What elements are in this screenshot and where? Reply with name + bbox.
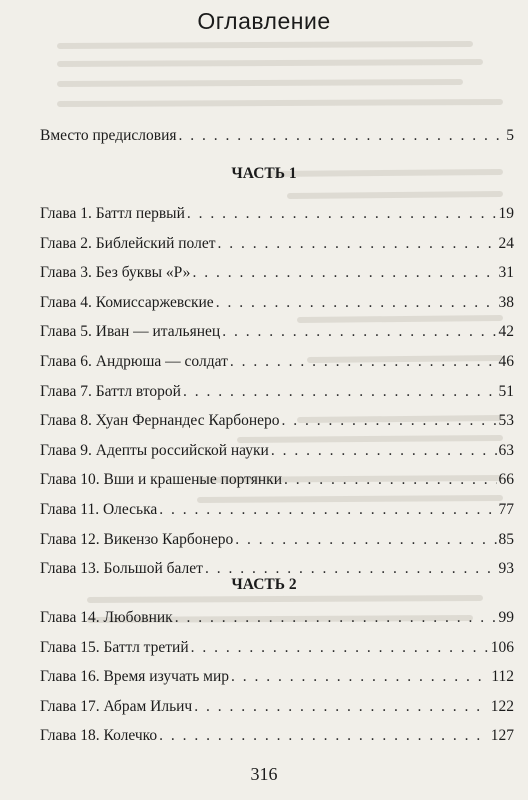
page-number: 316	[250, 764, 278, 784]
toc-entry-page: 127	[490, 727, 514, 745]
dot-leader	[271, 439, 497, 463]
dot-leader	[282, 409, 497, 433]
dot-leader	[235, 528, 496, 552]
toc-entry-page: 38	[498, 293, 514, 311]
toc-entry-label: Глава 13. Большой балет	[40, 560, 203, 578]
toc-entry-page: 66	[498, 471, 514, 489]
part-heading-2: ЧАСТЬ 2	[231, 576, 297, 593]
toc-entry-label: Глава 6. Андрюша — солдат	[40, 353, 228, 370]
toc-entry	[40, 320, 514, 344]
toc-entry-page: 93	[498, 560, 514, 578]
dot-leader	[191, 636, 489, 660]
toc-entry-page: 122	[490, 697, 514, 715]
toc-entry	[40, 350, 514, 374]
toc-entry-label: Глава 15. Баттл третий	[40, 638, 189, 656]
toc-entry-page: 31	[498, 264, 514, 282]
dot-leader	[230, 350, 497, 374]
toc-entry	[40, 380, 514, 404]
part-heading-1: ЧАСТЬ 1	[231, 165, 297, 182]
toc-entry-page: 19	[498, 205, 514, 222]
toc-entry-page: 51	[498, 382, 514, 400]
toc-entry-page: 63	[498, 441, 514, 459]
toc-entry-label: Глава 1. Баттл первый	[40, 205, 185, 222]
toc-entry-label: Глава 11. Олеська	[40, 501, 158, 518]
dot-leader	[183, 380, 497, 404]
toc-entry	[40, 232, 514, 256]
toc-entry-label: Глава 8. Хуан Фернандес Карбонеро	[40, 412, 280, 430]
toc-entry	[40, 665, 514, 689]
toc-entry-label: Глава 12. Викензо Карбонеро	[40, 530, 234, 548]
toc-entry	[40, 498, 514, 522]
toc-entry-page: 24	[498, 234, 514, 252]
toc-entry-label: Глава 7. Баттл второй	[40, 382, 181, 400]
toc-entry-preface	[40, 124, 514, 148]
toc-entry	[40, 695, 514, 719]
toc-entry-page: 106	[490, 638, 514, 656]
toc-entry-page: 5	[506, 127, 514, 144]
toc-entry	[40, 724, 514, 748]
dot-leader	[159, 724, 489, 748]
toc-entry	[40, 468, 514, 492]
toc-entry-page: 99	[498, 609, 514, 626]
toc-entry-label: Глава 9. Адепты российской науки	[40, 441, 269, 459]
toc-entry-page: 53	[498, 412, 514, 430]
toc-entry-label: Глава 10. Вши и крашеные портянки	[40, 471, 282, 489]
dot-leader	[284, 468, 497, 492]
toc-entry-label: Глава 18. Колечко	[40, 727, 158, 745]
toc-entry-page: 112	[491, 668, 514, 686]
toc-entry-label: Глава 5. Иван — итальянец	[40, 323, 221, 341]
dot-leader	[175, 606, 497, 630]
toc-entry-page: 46	[498, 353, 514, 370]
toc-entry-label: Глава 2. Библейский полет	[40, 234, 216, 252]
dot-leader	[159, 498, 496, 522]
toc-entry-page: 42	[498, 323, 514, 341]
toc-entry	[40, 528, 514, 552]
toc-entry-page: 85	[498, 530, 514, 548]
toc-entry	[40, 606, 514, 630]
dot-leader	[194, 695, 489, 719]
toc-entry-label: Глава 16. Время изучать мир	[40, 668, 229, 686]
toc-entry	[40, 409, 514, 433]
toc-entry-label: Глава 14. Любовник	[40, 609, 173, 626]
toc-entry	[40, 439, 514, 463]
toc-entry-label: Вместо предисловия	[40, 127, 177, 144]
dot-leader	[192, 261, 496, 285]
toc-entry	[40, 636, 514, 660]
dot-leader	[231, 665, 489, 689]
toc-entry	[40, 291, 514, 315]
dot-leader	[222, 320, 496, 344]
dot-leader	[218, 232, 497, 256]
toc-entry-page: 77	[498, 501, 514, 518]
dot-leader	[216, 291, 497, 315]
toc-title: Оглавление	[197, 8, 331, 34]
toc-entry	[40, 202, 514, 226]
dot-leader	[187, 202, 497, 226]
toc-entry	[40, 261, 514, 285]
toc-entry-label: Глава 3. Без буквы «Р»	[40, 264, 191, 282]
toc-entry-label: Глава 17. Абрам Ильич	[40, 697, 193, 715]
toc-entry-label: Глава 4. Комиссаржевские	[40, 293, 214, 311]
dot-leader	[179, 124, 505, 148]
